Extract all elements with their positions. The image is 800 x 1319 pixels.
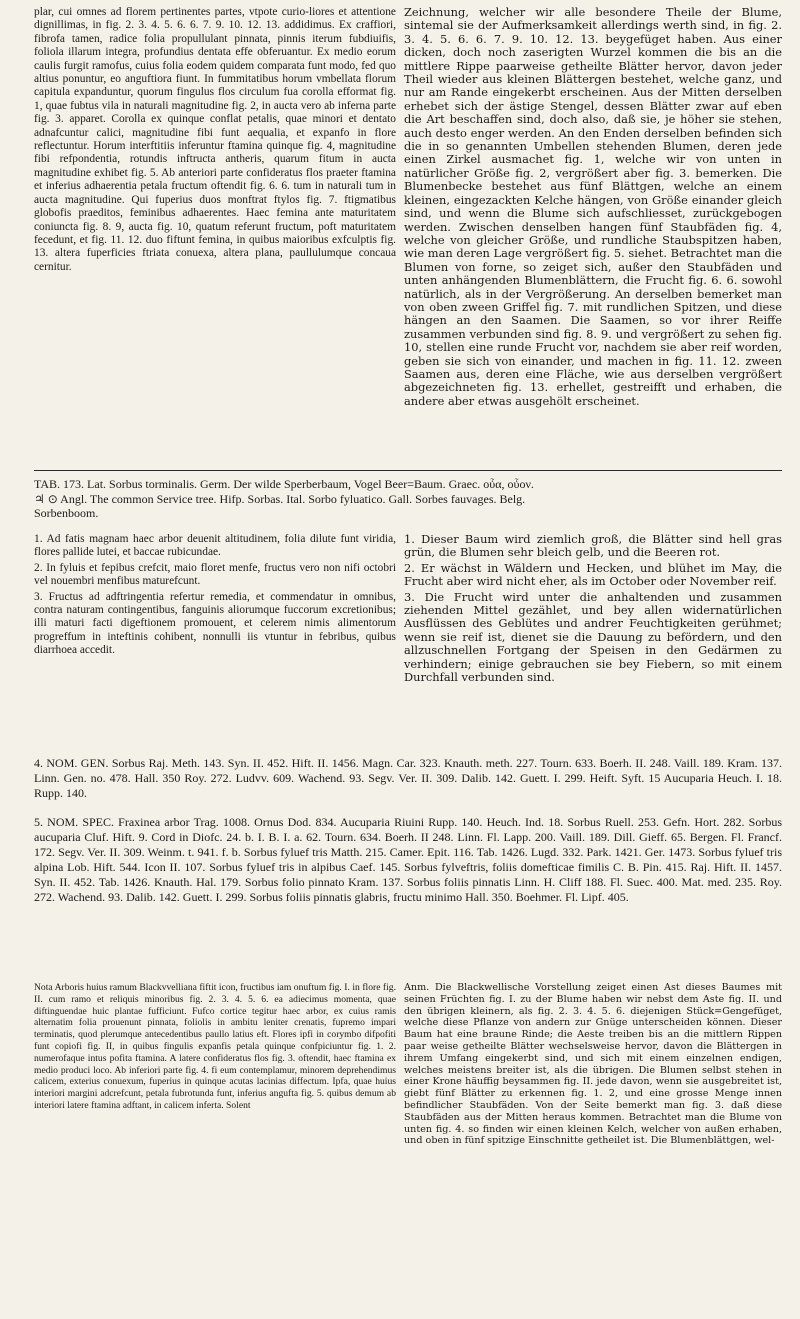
german-item-2: 2. Er wächst in Wäldern und Hecken, und blühet im May, die Frucht aber wird nicht eher, als im October oder November reif. — [404, 560, 782, 589]
tab-heading-line-2: ♃ ⊙ Angl. The common Service tree. Hifp. Sorbas. Ital. Sorbo fyluatico. Gall. Sorbes fauvages. Belg. — [34, 491, 526, 506]
nomen-specificum: 5. NOM. SPEC. Fraxinea arbor Trag. 1008. Ornus Dod. 834. Aucuparia Riuini Rupp. 140. Heuch. Ind. 18. Sorbus Ruell. 253. Gefn. Hort. 282. Sorbus aucuparia Cluf. Hift. 9. Cord in Diofc. 24. b. I. B. I. a. 62. Tourn. 634. Boerh. II 248. Linn. Fl. Lapp. 200. Vaill. 189. Dill. Gieff. 65. Bergen. Fl. Francf. 172. Segv. Ver. II. 309. Weinm. t. 941. f. b. Sorbus fyluef tris Matth. 215. Camer. Epit. 116. Tab. 1426. Lugd. 332. Park. 1421. Ger. 1473. Sorbus fyluef tris alpina Lob. Hift. 544. Icon II. 107. Sorbus fyluef tris in alpibus Caef. 145. Sorbus fylveftris, foliis domefticae fimilis C. B. Pin. 415. Raj. Hift. II. 1457. Syn. II. 452. Tab. 1426. Knauth. Hal. 179. Sorbus folio pinnato Kram. 137. Sorbus foliis pinnatis Linn. H. Cliff 188. Fl. Suec. 400. Mat. med. 235. Roy. 272. Wachend. 93. Dalib. 142. Guett. I. 299. Sorbus foliis pinnatis glabris, fructu minimo Hall. 350. Boehmer. Fl. Lipf. 405. — [34, 815, 782, 904]
latin-item-3: 3. Fructus ad adftringentia refertur remedia, et commendatur in omnibus, contra naturam contingentibus, fanguinis aliorumque fuccorum excretionibus; illi maturi facti digeftionem promouent, et celerem nimis alimentorum progreffum in inteftinis cohibent, nonnulli iis vtuntur in febribus, quibus diarrhoea accedit. — [34, 590, 396, 657]
german-item-3: 3. Die Frucht wird unter die anhaltenden und zusammen ziehenden Mittel gezählet, und bey allen widernatürlichen Ausflüssen des Geblütes und andrer Feuchtigkeiten gerühmet; wenn sie reif ist, dienet sie die Dauung zu befördern, und den allzuschnellen Fortgang der Speisen in den Gedärmen zu verhindern; einige gebrauchen sie bey Fiebern, so mit einem Durchfall verbunden sind. — [404, 589, 782, 685]
numbered-german — [404, 533, 782, 686]
latin-item-1: 1. Ad fatis magnam haec arbor deuenit altitudinem, folia dilute funt viridia, flores pallide lutei, et baccae rubicundae. — [34, 533, 396, 559]
tab-heading-line-1: TAB. 173. Lat. Sorbus torminalis. Germ. Der wilde Sperberbaum, Vogel Beer=Baum. Graec. οὖα, οὖον. — [34, 477, 534, 491]
nomen-genericum: 4. NOM. GEN. Sorbus Raj. Meth. 143. Syn. II. 452. Hift. II. 1456. Magn. Car. 323. Knauth. meth. 227. Tourn. 633. Boerh. II. 248. Vaill. 189. Kram. 137. Linn. Gen. no. 478. Hall. 350 Roy. 272. Ludvv. 609. Wachend. 93. Segv. Ver. II. 309. Dalib. 142. Guett. I. 299. Heift. Syft. 15 Aucuparia Heuch. I. 18. Rupp. 140. — [34, 756, 782, 800]
intro-german: Zeichnung, welcher wir alle besondere Theile der Blume, sintemal sie der Aufmerksamkeit allerdings werth sind, in fig. 2. 3. 4. 5. 6. 6. 7. 9. 10. 12. 13. beygefüget haben. Aus einer dicken, doch noch zaserigten Wurzel kommen die bis an die mittlere Rippe paarweise getheilte Blätter hervor, davon jeder Theil wieder aus kleinen Blättergen bestehet, welche ganz, und nur am Rande eingekerbt erscheinen. Aus der Mitten derselben erhebet sich der ästige Stengel, dessen Blätter zwar auf eben die Art beschaffen sind, doch also, daß sie, je höher sie stehen, auch desto enger werden. An den Enden derselben befinden sich die in so genannten Umbellen stehenden Blumen, deren jede einen Zirkel ausmachet fig. 1, welche wir von unten in natürlicher Größe fig. 2, vergrößert aber fig. 3. bemerken. Die Blumenbecke bestehet aus fünf Blättgen, welche an einem kleinen, eingezackten Kelche hängen, von Größe einander gleich sind, und wenn die Blume sich aufschliesset, zurückgebogen werden. Zwischen denselben hangen fünf Staubfäden fig. 4, welche von gleicher Größe, und rundliche Staubspitzen haben, wie man deren Lage vergrößert fig. 5. siehet. Betrachtet man die Blumen von forne, so zeiget sich, außer den Staubfäden und unten anhängenden Blumenblättern, die Frucht fig. 6. 6. sowohl natürlich, als in der Vergrößerung. An derselben bemerket man von oben zween Griffel fig. 7. mit rundlichen Spitzen, und diese hängen an den Saamen. Die Saamen, so vor ihrer Reiffe zusammen verbunden sind fig. 8. 9. und vergrößert zu sehen fig. 10, stellen eine runde Frucht vor, nachdem sie aber reif worden, geben sie sich von einander, und machen in fig. 11. 12. zween Saamen aus, deren eine Fläche, wie aus derselben vergrößert abgezeichneten fig. 13. erhellet, gestreifft und erhaben, die andere aber etwas ausgehölt erscheinet. — [404, 5, 782, 408]
nota-german: Anm. Die Blackwellische Vorstellung zeiget einen Ast dieses Baumes mit seinen Früchten fig. I. zu der Blume haben wir nebst dem Aste fig. II. und den übrigen kleinern, als fig. 2. 3. 4. 5. 6. diejenigen Stück=Gengefüget, welche diese Pflanze von andern zur Gnüge unterscheiden können. Dieser Baum hat eine braune Rinde; die Aeste treiben bis an die mittlern Rippen paar weise getheilte Blätter wechselsweise hervor, davon die Blättergen in ihrem Umfang eingekerbt sind, und sich mit einem einzelnen endigen, welches meistens breiter ist, als die übrigen. Die Blumen selbst stehen in einer Krone häuffig beysammen fig. II. jede davon, wenn sie ausgebreitet ist, giebt fünf Blätter zu erkennen fig. 1. 2, und eine grosse Menge innen befindlicher Staubfäden. Von der Seite bemerkt man fig. 3. daß diese Staubfäden aus der Mitten heraus kommen. Betrachtet man die Blume von unten fig. 4. so finden wir einen kleinen Kelch, welcher von außen erhaben, und oben in fünf spitzige Einschnitte getheilet ist. Die Blumenblättgen, wel- — [404, 982, 782, 1147]
tab-heading-line-3: Sorbenboom. — [34, 506, 99, 521]
intro-latin: plar, cui omnes ad florem pertinentes partes, vtpote curio-liores et attentione dignillimas, in fig. 2. 3. 4. 5. 6. 6. 7. 9. 10. 12. 13. addidimus. Ex craffiori, fibrofa tamen, radice folia propullulant pinnata, pinnis iterum fubdiuifis, foliola illarum integra, profundius dentata effe obferuantur. Ex medio eorum caulis furgit ramofus, cuius folia eodem quidem comparata funt modo, fed quo altius ponuntur, eo anguftiora fiunt. In fummitatibus horum vmbellata florum capitula expanduntur, quorum fingulus flos circulum fua corolla efformat fig. 1, quae fubtus vila in naturali magnitudine fig. 2, in aucta vero ab inferna parte fig. 3. apparet. Corolla ex quinque conflat petalis, quae minori et dentato adnafcuntur calici, magnitudine fibi funt aequalia, et expanfo in flore reflectuntur. Horum interftitiis inferuntur ftamina quinque fig. 4, magnitudine fibi refpondentia, rotundis inftructa antheris, quarum fitum in aucta magnitudine exhibet fig. 5. Ab anteriori parte confideratus flos praeter ftamina et inferius adhaerentia petala fructum oftendit fig. 6. 6. tum in naturali tum in aucta magnitudine. Qui fuperius duos monftrat ftylos fig. 7. ftigmatibus globofis praeditos, feminibus adhaerentes. Haec femina ante maturitatem coniuncta fig. 8. 9, aucta fig. 10, quatum referunt fructum, poft maturitatem fecedunt, et fig. 11. 12. duo fiftunt femina, in quibus maioribus exfculptis fig. 13. altera fuperficies ftriata conuexa, altera plana, paullulumque concaua cernitur. — [34, 6, 396, 273]
nota-latin: Nota Arboris huius ramum Blackvvelliana fiftit icon, fructibus iam onuftum fig. I. in flore fig. II. cum ramo et reliquis minoribus fig. 2. 3. 4. 5. 6. ea adiecimus momenta, quae diftinguendae huic plantae fufficiunt. Fufco cortice tegitur haec arbor, ex cuius ramis alternatim folia prouenunt pinnata, foliolis in ambitu leniter crenatis, fupremo impari terminatis, quod plerumque antecedentibus paullo latius eft. Flores ipfi in corymbo difpofiti funt copiofi fig. II, in quibus fingulis expanfis petala quinque confpiciuntur fig. 1. 2. numerofaque intus pofita ftamina. A latere confideratus flos fig. 3. oftendit, haec ftamina ex medio produci loco. Ab inferiori parte fig. 4. fi eum contemplamur, minorem deprehendimus calicem, exterius conuexum, fuperius in quinque acutas lacinias diffectum. Ipfa, quae huius interiori margini adcrefcunt, petala fubrotunda funt, inferius angufta fig. 5. quibus demum ab interiori latere ftamina adftant, in calicem inferta. Solent — [34, 982, 396, 1111]
numbered-latin — [34, 533, 396, 660]
german-item-1: 1. Dieser Baum wird ziemlich groß, die Blätter sind hell gras grün, die Blumen sehr bleich gelb, und die Beeren rot. — [404, 532, 782, 560]
separator-rule — [34, 470, 782, 471]
latin-item-2: 2. In fyluis et fepibus crefcit, maio floret menfe, fructus vero non nifi octobri vel nouembri menfibus maturefcunt. — [34, 561, 396, 588]
tab-heading — [34, 477, 782, 521]
